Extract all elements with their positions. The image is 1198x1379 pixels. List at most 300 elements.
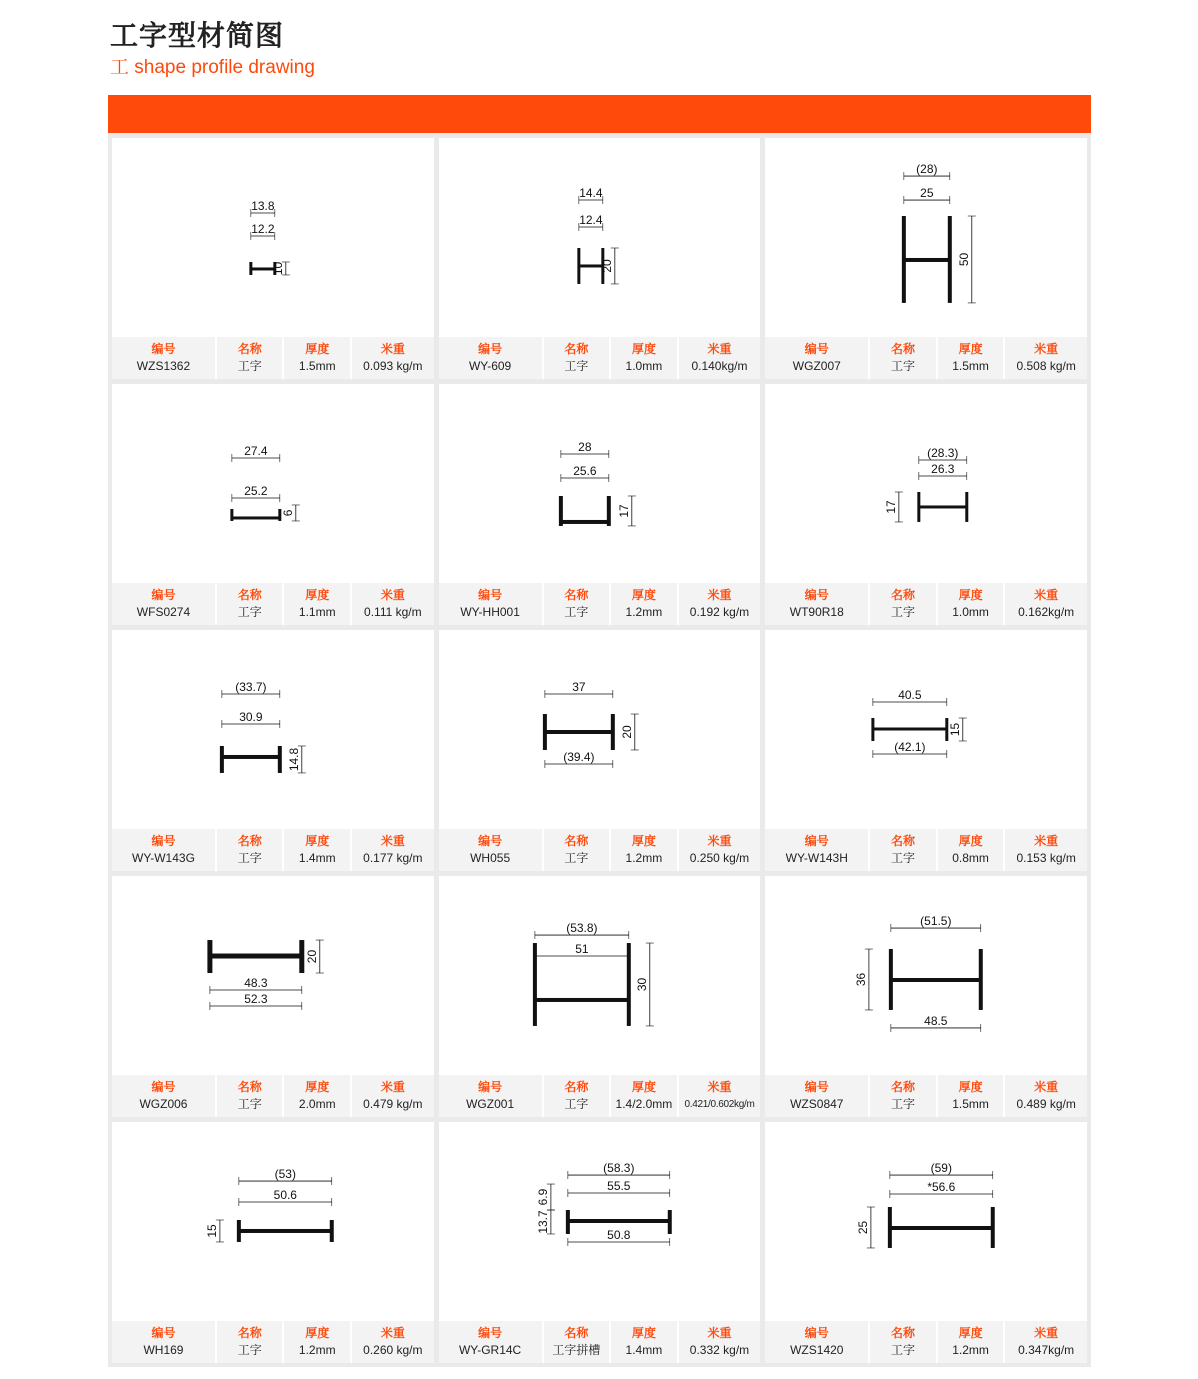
spec-value: 工字 [237,605,262,619]
code-column [439,829,542,871]
spec-header: 厚度 [631,588,656,602]
dimension-label: 50.6 [273,1188,297,1203]
spec-header: 厚度 [631,1080,656,1094]
spec-table [112,1075,434,1117]
spec-header: 编号 [804,1326,829,1340]
thickness-column [936,583,1004,625]
spec-header: 米重 [707,834,732,848]
spec-value: 1.4mm [625,1343,663,1357]
spec-table [765,1075,1087,1117]
dimension-label: (59) [930,1161,953,1176]
dimension-label: (58.3) [602,1161,635,1176]
dimension-label: *56.6 [927,1180,956,1195]
spec-value: 1.2mm [298,1343,336,1357]
profile-svg [112,1122,434,1318]
spec-header: 米重 [1034,834,1059,848]
dimension-label: 20 [599,259,614,273]
spec-value: 工字 [237,359,262,373]
profile-card [112,1122,434,1363]
spec-value: 1.5mm [952,359,989,373]
spec-header: 编号 [478,1326,503,1340]
code-column [439,1321,542,1363]
spec-value: 0.153 kg/m [1016,851,1076,865]
spec-value: 0.260 kg/m [363,1343,423,1357]
profile-svg [112,138,434,334]
spec-value: WH169 [143,1343,184,1357]
dimension-label: 15 [948,722,963,737]
spec-header: 厚度 [631,1326,656,1340]
spec-header: 编号 [151,834,176,848]
spec-header: 米重 [707,342,732,356]
spec-value: WY-GR14C [458,1343,522,1357]
spec-table [112,1321,434,1363]
spec-header: 厚度 [631,342,656,356]
weight-column [1003,1321,1087,1363]
dimension-label: 52.3 [244,991,268,1006]
dimension-label: 25.6 [572,464,597,479]
profile-web [919,505,967,508]
spec-header: 米重 [1034,1326,1059,1340]
spec-header: 米重 [380,588,405,602]
thickness-column [609,583,677,625]
spec-header: 编号 [804,588,829,602]
spec-header: 厚度 [305,1326,330,1340]
spec-header: 米重 [380,1080,405,1094]
dimension-label: 12.4 [578,213,603,228]
profile-card [112,138,434,379]
spec-header: 米重 [1034,588,1059,602]
name-column [542,583,610,625]
dimension-label: 10 [270,261,285,276]
profile-drawing [112,630,434,826]
dimension-label: 40.5 [898,688,922,703]
spec-value: WY-HH001 [460,605,520,619]
spec-header: 厚度 [305,834,330,848]
name-column [215,829,283,871]
spec-value: WFS0274 [136,605,191,619]
spec-table [439,337,761,379]
dimension-label: 27.4 [244,444,268,459]
spec-header: 名称 [891,1326,916,1340]
spec-value: 0.177 kg/m [363,851,423,865]
spec-header: 名称 [564,834,589,848]
spec-header: 米重 [1034,342,1059,356]
spec-value: 0.192 kg/m [689,605,750,619]
dimension-label: 13.7 [535,1210,550,1234]
spec-header: 米重 [707,588,732,602]
dimension-label: 36 [854,972,869,987]
spec-value: 0.140kg/m [691,359,748,373]
spec-header: 编号 [804,834,829,848]
spec-header: 名称 [891,834,916,848]
profile-svg [765,138,1087,334]
spec-value: WT90R18 [789,605,844,619]
dimension-label: 55.5 [606,1179,631,1194]
weight-column [1003,583,1087,625]
dimension-label: 14.8 [286,747,301,772]
name-column [215,1321,283,1363]
profile-grid [108,133,1091,1367]
spec-value: 2.0mm [298,1097,336,1111]
spec-header: 编号 [151,588,176,602]
profile-web [232,516,280,519]
dimension-label: 14.4 [578,186,603,201]
spec-value: 0.421/0.602kg/m [684,1099,755,1110]
spec-header: 编号 [151,1326,176,1340]
dimension-label: 25 [920,186,934,201]
weight-column [350,829,434,871]
spec-value: 工字 [891,359,916,373]
spec-value: 1.5mm [952,1097,989,1111]
spec-header: 厚度 [305,588,330,602]
thickness-column [282,829,350,871]
name-column [868,1075,936,1117]
profile-svg [765,384,1087,580]
profile-card [439,876,761,1117]
spec-header: 编号 [804,1080,829,1094]
profile-card [765,384,1087,625]
spec-value: 1.2mm [625,851,663,865]
spec-value: WH055 [470,851,511,865]
thickness-column [282,337,350,379]
profile-card [112,876,434,1117]
weight-column [1003,337,1087,379]
spec-table [765,829,1087,871]
spec-header: 名称 [891,342,916,356]
thickness-column [936,829,1004,871]
dimension-label: (39.4) [562,749,595,764]
dimension-label: 13.8 [251,199,275,214]
thickness-column [609,829,677,871]
spec-header: 名称 [564,1080,589,1094]
name-column [215,583,283,625]
profile-drawing [439,876,761,1072]
spec-table [112,583,434,625]
name-column [868,583,936,625]
dimension-label: (42.1) [894,739,926,754]
profile-card [765,876,1087,1117]
spec-header: 名称 [564,588,589,602]
dimension-label: 15 [204,1224,219,1238]
code-column [112,829,215,871]
profile-svg [439,384,761,580]
spec-value: 0.250 kg/m [689,851,750,865]
spec-value: 1.4/2.0mm [615,1097,673,1111]
spec-value: 0.111 kg/m [364,605,422,619]
spec-header: 名称 [891,588,916,602]
spec-header: 厚度 [958,342,983,356]
spec-value: 0.8mm [952,851,989,865]
dimension-label: (53) [274,1167,296,1182]
profile-card [439,1122,761,1363]
profile-web [891,978,981,982]
profile-web [561,520,609,524]
profile-flange-right [278,746,282,773]
spec-value: 工字 [891,1097,916,1111]
dimension-label: 25 [856,1220,871,1235]
profile-svg [765,1122,1087,1318]
spec-value: 工字 [237,1097,262,1111]
dimension-label: 48.5 [924,1013,948,1028]
spec-value: 工字 [564,851,589,865]
spec-value: 工字 [891,605,916,619]
spec-value: 0.332 kg/m [689,1343,750,1357]
name-column [215,337,283,379]
dimension-label: (28.3) [927,446,959,461]
spec-value: 1.0mm [625,359,663,373]
spec-header: 名称 [891,1080,916,1094]
profile-web [904,258,950,262]
code-column [112,1321,215,1363]
spec-header: 名称 [237,588,262,602]
spec-header: 厚度 [305,1080,330,1094]
profile-svg [112,876,434,1072]
profile-svg [112,630,434,826]
spec-value: 1.1mm [298,605,336,619]
profile-drawing [439,630,761,826]
spec-value: WY-609 [468,359,512,373]
spec-header: 米重 [380,834,405,848]
dimension-label: 17 [884,500,899,514]
dimension-label: 26.3 [931,462,955,477]
dimension-label: 50 [957,252,972,267]
spec-value: WGZ007 [792,359,841,373]
spec-header: 厚度 [958,1326,983,1340]
profile-drawing [765,876,1087,1072]
profile-web [545,730,613,734]
profile-drawing [439,1122,761,1318]
profile-svg [439,138,761,334]
spec-header: 米重 [707,1326,732,1340]
spec-header: 名称 [564,1326,589,1340]
weight-column [1003,1075,1087,1117]
code-column [765,1321,868,1363]
spec-header: 名称 [237,834,262,848]
page-title: 工字型材简图 [110,19,285,52]
spec-header: 编号 [478,1080,503,1094]
profile-card [439,138,761,379]
name-column [868,1321,936,1363]
dimension-label: 48.3 [244,975,268,990]
profile-svg [112,384,434,580]
dimension-label: 51 [574,942,589,957]
name-column [542,1321,610,1363]
weight-column [677,1321,761,1363]
dimension-label: (28) [916,162,938,177]
profile-drawing [765,138,1087,334]
name-column [868,829,936,871]
spec-value: 工字 [564,359,589,373]
spec-header: 厚度 [631,834,656,848]
weight-column [677,583,761,625]
weight-column [677,829,761,871]
thickness-column [609,337,677,379]
weight-column [677,337,761,379]
dimension-label: (51.5) [920,914,952,929]
spec-value: 0.508 kg/m [1016,359,1076,373]
name-column [542,829,610,871]
profile-svg [765,876,1087,1072]
spec-value: 工字 [564,1097,589,1111]
profile-card [112,384,434,625]
profile-drawing [112,1122,434,1318]
thickness-column [936,1321,1004,1363]
dimension-label: 37 [571,680,586,695]
code-column [112,337,215,379]
weight-column [350,337,434,379]
spec-header: 厚度 [305,342,330,356]
profile-drawing [765,1122,1087,1318]
spec-header: 名称 [564,342,589,356]
profile-drawing [112,384,434,580]
spec-value: 1.2mm [625,605,663,619]
thickness-column [936,1075,1004,1117]
spec-table [439,1075,761,1117]
spec-header: 编号 [478,342,503,356]
spec-value: WZS1362 [136,359,191,373]
spec-value: 1.0mm [952,605,989,619]
profile-drawing [765,630,1087,826]
spec-header: 编号 [151,1080,176,1094]
spec-value: WZS1420 [790,1343,844,1357]
profile-svg [765,630,1087,826]
profile-drawing [439,138,761,334]
spec-value: 0.479 kg/m [363,1097,423,1111]
spec-header: 编号 [151,342,176,356]
spec-header: 编号 [478,834,503,848]
dimension-label: 30 [634,977,649,992]
spec-value: WGZ006 [139,1097,188,1111]
profile-drawing [112,876,434,1072]
spec-value: 工字 [891,851,916,865]
page-subtitle: 工 shape profile drawing [110,57,315,78]
dimension-label: 30.9 [239,710,263,725]
dimension-label: 20 [304,949,319,964]
code-column [765,829,868,871]
code-column [765,583,868,625]
weight-column [677,1075,761,1117]
spec-header: 厚度 [958,588,983,602]
header-banner [108,95,1091,133]
name-column [542,1075,610,1117]
profile-card [112,630,434,871]
profile-web [210,954,302,959]
thickness-column [609,1321,677,1363]
profile-card [765,138,1087,379]
thickness-column [936,337,1004,379]
thickness-column [282,1321,350,1363]
dimension-label: 6 [280,509,295,517]
spec-value: WGZ001 [466,1097,515,1111]
weight-column [350,1321,434,1363]
spec-table [765,583,1087,625]
spec-table [765,1321,1087,1363]
spec-value: 1.5mm [298,359,336,373]
profile-web [568,1219,670,1223]
spec-value: 1.2mm [952,1343,989,1357]
spec-header: 编号 [478,588,503,602]
name-column [868,337,936,379]
spec-header: 米重 [380,342,405,356]
profile-card [439,384,761,625]
dimension-label: 6.9 [535,1188,550,1206]
spec-header: 名称 [237,1080,262,1094]
spec-table [439,583,761,625]
weight-column [1003,829,1087,871]
profile-drawing [439,384,761,580]
dimension-label: 20 [619,725,634,739]
spec-value: 0.093 kg/m [363,359,423,373]
profile-svg [439,630,761,826]
spec-header: 名称 [237,1326,262,1340]
spec-table [112,337,434,379]
spec-value: 0.347kg/m [1018,1343,1075,1357]
dimension-label: 17 [616,504,631,518]
profile-flange-left [220,746,224,773]
code-column [112,583,215,625]
dimension-label: 12.2 [251,222,275,237]
dimension-label: 28 [577,440,592,455]
dimension-label: (53.8) [565,921,598,936]
weight-column [350,1075,434,1117]
name-column [542,337,610,379]
profile-svg [439,876,761,1072]
code-column [765,1075,868,1117]
profile-drawing [765,384,1087,580]
thickness-column [609,1075,677,1117]
spec-value: 0.489 kg/m [1016,1097,1076,1111]
spec-value: 工字 [891,1343,916,1357]
name-column [215,1075,283,1117]
thickness-column [282,1075,350,1117]
spec-header: 米重 [380,1326,405,1340]
spec-value: 工字 [237,851,262,865]
spec-table [439,829,761,871]
spec-header: 米重 [707,1080,732,1094]
profile-web [873,728,947,731]
weight-column [350,583,434,625]
code-column [112,1075,215,1117]
spec-value: 工字拼槽 [552,1343,601,1357]
dimension-label: 25.2 [244,483,268,498]
spec-table [439,1321,761,1363]
spec-value: WZS0847 [790,1097,844,1111]
spec-value: 1.4mm [298,851,336,865]
spec-value: 工字 [564,605,589,619]
spec-header: 厚度 [958,1080,983,1094]
dimension-label: 50.8 [606,1227,631,1242]
spec-value: WY-W143G [132,851,195,865]
profile-card [765,1122,1087,1363]
code-column [765,337,868,379]
spec-header: 名称 [237,342,262,356]
code-column [439,583,542,625]
spec-table [765,337,1087,379]
spec-value: 工字 [237,1343,262,1357]
profile-web [535,998,629,1002]
spec-value: WY-W143H [785,851,848,865]
code-column [439,337,542,379]
code-column [439,1075,542,1117]
dimension-label: (33.7) [235,680,267,695]
thickness-column [282,583,350,625]
spec-header: 厚度 [958,834,983,848]
profile-card [765,630,1087,871]
profile-web [890,1226,993,1230]
profile-drawing [112,138,434,334]
spec-header: 米重 [1034,1080,1059,1094]
profile-web [239,1229,332,1233]
